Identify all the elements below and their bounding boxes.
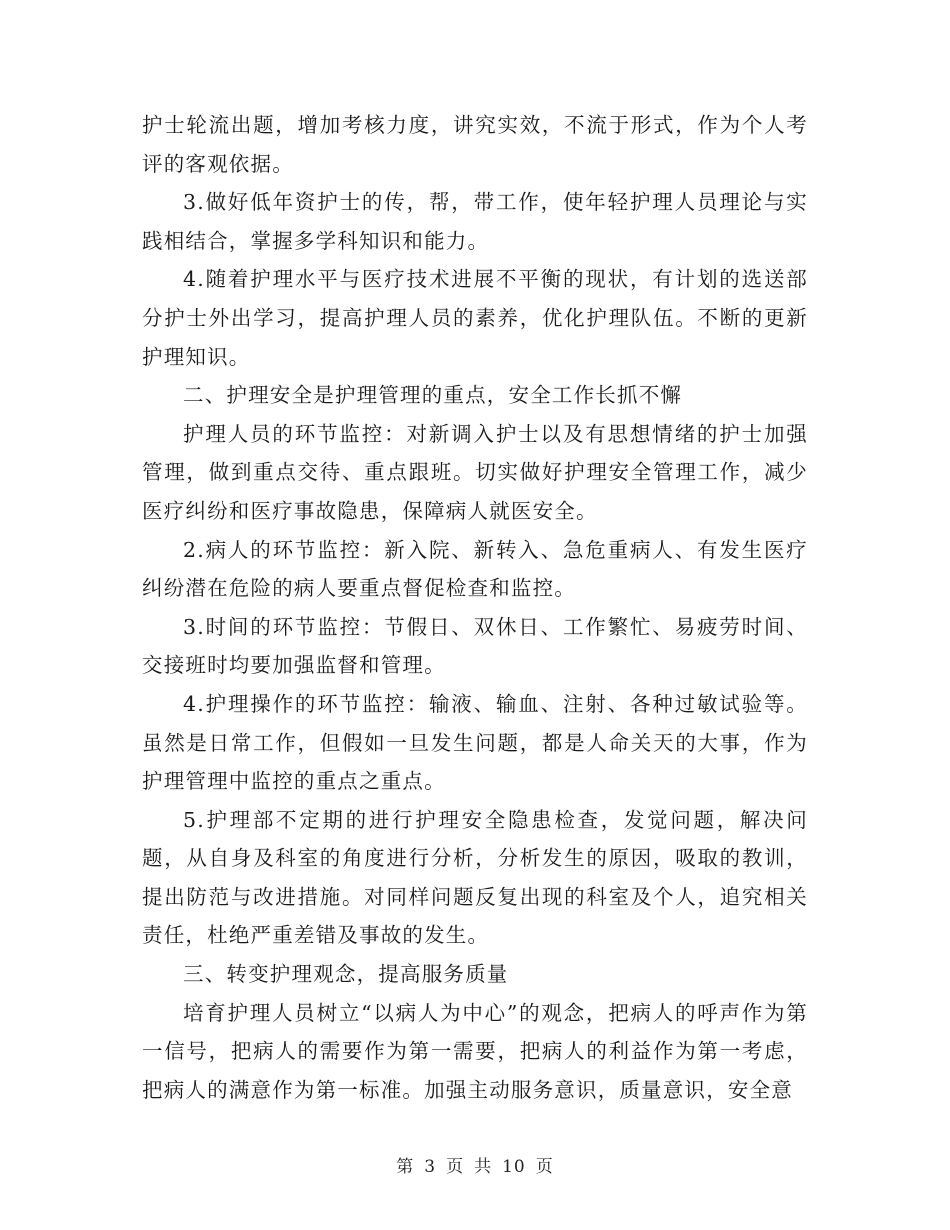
paragraph: 4.护理操作的环节监控：输液、输血、注射、各种过敏试验等。虽然是日常工作，但假如一旦发生问题，都是人命关天的大事，作为护理管理中监控的重点之重点。 <box>142 691 808 794</box>
paragraph: 3.做好低年资护士的传，帮，带工作，使年轻护理人员理论与实践相结合，掌握多学科知识和能力。 <box>142 190 808 253</box>
paragraph: 护理人员的环节监控：对新调入护士以及有思想情绪的护士加强管理，做到重点交待、重点跟班。切实做好护理安全管理工作，减少医疗纠纷和医疗事故隐患，保障病人就医安全。 <box>142 421 808 523</box>
paragraph: 培育护理人员树立“以病人为中心”的观念，把病人的呼声作为第一信号，把病人的需要作为第一需要，把病人的利益作为第一考虑，把病人的满意作为第一标准。加强主动服务意识，质量意识，安全意 <box>142 1000 808 1102</box>
section-heading: 二、护理安全是护理管理的重点，安全工作长抓不懈 <box>183 383 683 408</box>
footer-current-page: 3 <box>424 1157 437 1177</box>
paragraph: 5.护理部不定期的进行护理安全隐患检查，发觉问题，解决问题，从自身及科室的角度进行分析，分析发生的原因，吸取的教训，提出防范与改进措施。对同样问题反复出现的科室及个人，追究相关责任，杜绝严重差错及事故的发生。 <box>142 807 808 948</box>
paragraph: 4.随着护理水平与医疗技术进展不平衡的现状，有计划的选送部分护士外出学习，提高护理人员的素养，优化护理队伍。不断的更新护理知识。 <box>142 267 808 369</box>
paragraph: 护士轮流出题，增加考核力度，讲究实效，不流于形式，作为个人考评的客观依据。 <box>142 113 808 176</box>
paragraph: 3.时间的环节监控：节假日、双休日、工作繁忙、易疲劳时间、交接班时均要加强监督和管理。 <box>142 614 808 678</box>
footer-prefix: 第 <box>396 1157 415 1177</box>
document-body <box>142 106 808 1109</box>
section-heading: 三、转变护理观念，提高服务质量 <box>183 962 509 987</box>
footer-suffix: 页 <box>535 1157 554 1177</box>
paragraph: 2.病人的环节监控：新入院、新转入、急危重病人、有发生医疗纠纷潜在危险的病人要重点督促检查和监控。 <box>142 537 808 601</box>
footer-page-label: 页 <box>446 1157 465 1177</box>
page-footer <box>0 1152 950 1177</box>
footer-total-label: 共 <box>474 1157 493 1177</box>
footer-total-pages: 10 <box>502 1157 526 1177</box>
